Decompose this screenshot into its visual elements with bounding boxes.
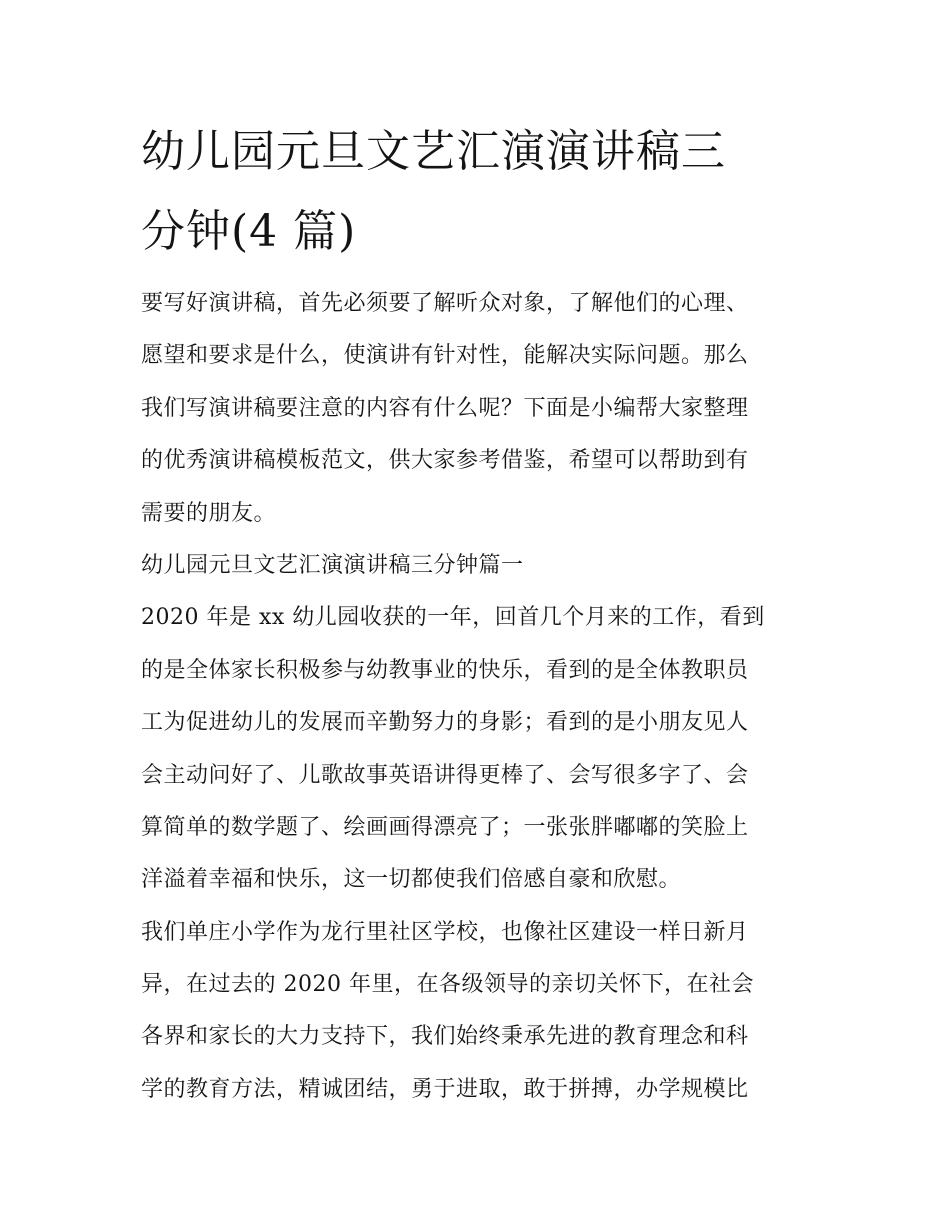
body-line: 会主动问好了、儿歌故事英语讲得更棒了、会写很多字了、会 [141,762,749,788]
title-line-1: 幼儿园元旦文艺汇演演讲稿三 [141,126,726,177]
body-line: 2020 年是 xx 幼儿园收获的一年，回首几个月来的工作，看到 [141,605,765,631]
body-line: 我们单庄小学作为龙行里社区学校，也像社区建设一样日新月 [141,919,749,945]
body-line: 工为促进幼儿的发展而辛勤努力的身影；看到的是小朋友见人 [141,710,749,736]
body-line: 的优秀演讲稿模板范文，供大家参考借鉴，希望可以帮助到有 [141,448,749,474]
body-line: 需要的朋友。 [141,500,277,526]
body-line: 洋溢着幸福和快乐，这一切都使我们倍感自豪和欣慰。 [141,867,682,893]
body-line: 学的教育方法，精诚团结，勇于进取，敢于拼搏，办学规模比 [141,1076,749,1102]
body-line: 的是全体家长积极参与幼教事业的快乐，看到的是全体教职员 [141,657,749,683]
body-line: 异，在过去的 2020 年里，在各级领导的亲切关怀下，在社会 [141,972,754,998]
document-title [141,112,821,272]
section-heading: 幼儿园元旦文艺汇演演讲稿三分钟篇一 [141,552,524,578]
body-line: 算简单的数学题了、绘画画得漂亮了；一张张胖嘟嘟的笑脸上 [141,814,749,840]
body-line: 愿望和要求是什么，使演讲有针对性，能解决实际问题。那么 [141,343,749,369]
body-line: 各界和家长的大力支持下，我们始终秉承先进的教育理念和科 [141,1024,749,1050]
body-line: 我们写演讲稿要注意的内容有什么呢？下面是小编帮大家整理 [141,395,749,421]
document-body [141,278,821,1116]
body-line: 要写好演讲稿，首先必须要了解听众对象，了解他们的心理、 [141,291,749,316]
title-line-2: 分钟(4 篇) [141,206,357,257]
